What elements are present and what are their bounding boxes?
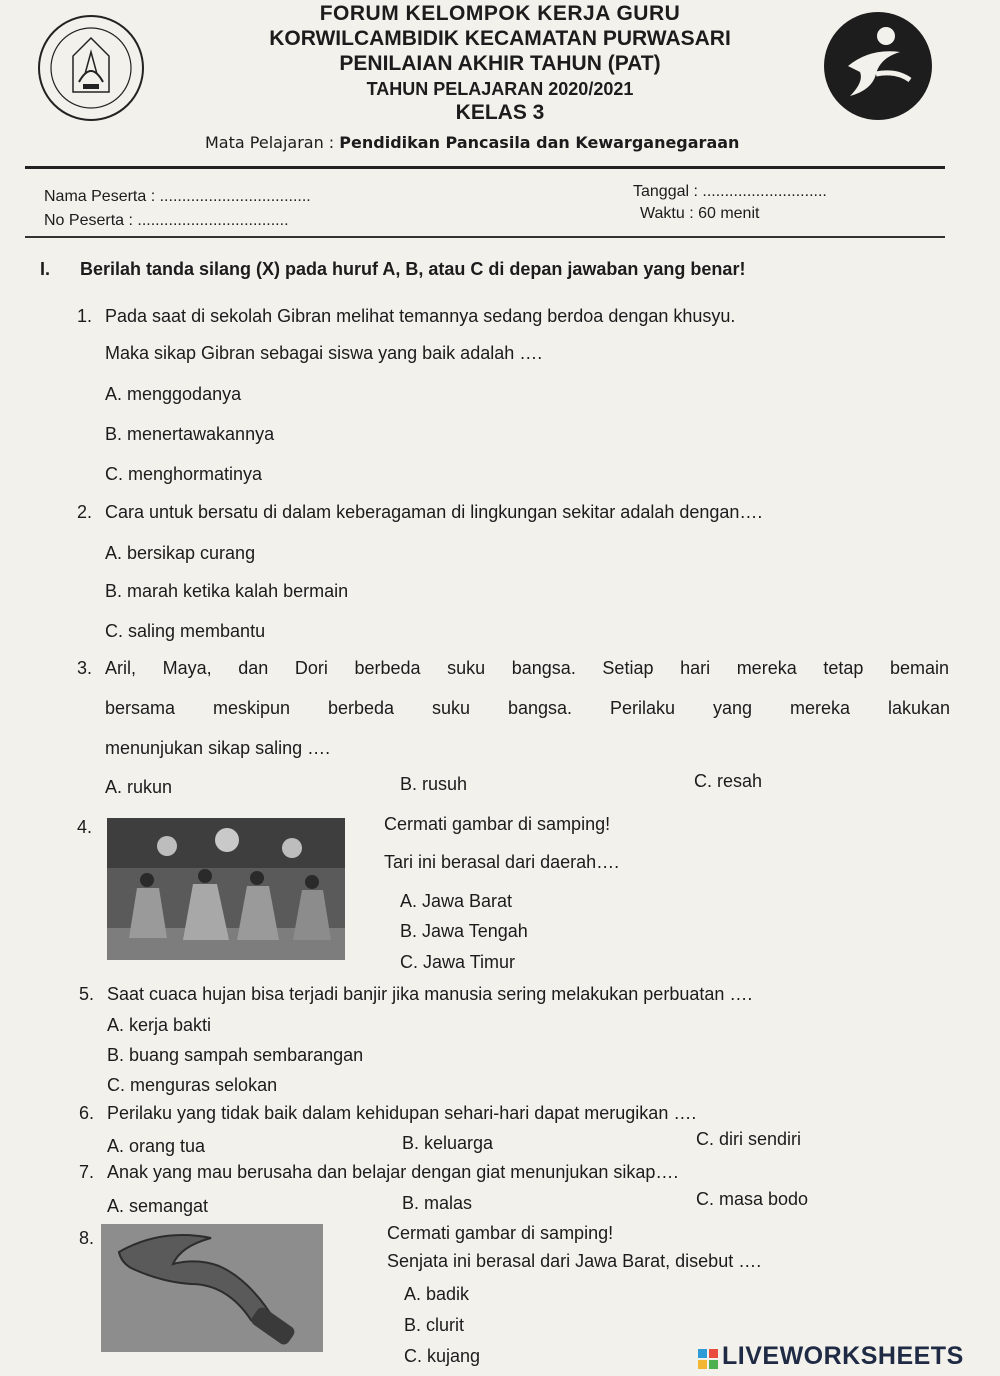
q5-option-a[interactable]: A. kerja bakti xyxy=(107,1015,212,1035)
q3-option-c[interactable]: C. resah xyxy=(694,771,763,791)
q2-option-b[interactable]: B. marah ketika kalah bermain xyxy=(105,581,349,601)
liveworksheets-logo-icon xyxy=(698,1347,718,1367)
field-no-peserta[interactable]: No Peserta : .................................. xyxy=(44,212,289,229)
question-8-text: Cermati gambar di samping! xyxy=(387,1223,614,1243)
question-text: Aril, Maya, dan Dori berbeda suku bangsa. Setiap hari mereka tetap bemain xyxy=(105,658,949,678)
question-4-line-2: Tari ini berasal dari daerah…. xyxy=(384,852,620,872)
question-text: Perilaku yang tidak baik dalam kehidupan sehari-hari dapat merugikan …. xyxy=(107,1103,697,1123)
field-nama-peserta[interactable]: Nama Peserta : .................................. xyxy=(44,188,311,205)
header-exam-name: PENILAIAN AKHIR TAHUN (PAT) xyxy=(339,52,661,75)
question-8-number: 8. xyxy=(79,1228,95,1248)
header-forum-title: FORUM KELOMPOK KERJA GURU xyxy=(319,2,681,25)
fields-divider xyxy=(25,236,945,238)
q6-option-b[interactable]: B. keluarga xyxy=(402,1133,494,1153)
question-number: 1. xyxy=(77,306,93,326)
field-waktu: Waktu : 60 menit xyxy=(640,205,760,222)
question-1 xyxy=(77,307,947,326)
question-1-line-2: Maka sikap Gibran sebagai siswa yang baik adalah …. xyxy=(105,343,543,363)
question-text: Saat cuaca hujan bisa terjadi banjir jika manusia sering melakukan perbuatan …. xyxy=(107,984,753,1004)
question-number: 3. xyxy=(77,658,93,678)
header-school-year: TAHUN PELAJARAN 2020/2021 xyxy=(366,79,634,99)
section-instruction xyxy=(40,259,745,280)
question-2 xyxy=(77,503,947,522)
header-divider xyxy=(25,166,945,169)
question-text: Cara untuk bersatu di dalam keberagaman di lingkungan sekitar adalah dengan…. xyxy=(105,502,763,522)
question-3 xyxy=(77,659,949,678)
q2-option-c[interactable]: C. saling membantu xyxy=(105,621,266,641)
header-class: KELAS 3 xyxy=(455,101,545,124)
q5-option-c[interactable]: C. menguras selokan xyxy=(107,1075,278,1095)
question-number: 6. xyxy=(79,1103,95,1123)
q4-option-a[interactable]: A. Jawa Barat xyxy=(400,891,513,911)
question-3-line-2: bersama meskipun berbeda suku bangsa. Perilaku yang mereka lakukan xyxy=(105,698,950,718)
dance-photo xyxy=(107,818,345,960)
q3-option-b[interactable]: B. rusuh xyxy=(400,774,468,794)
q1-option-c[interactable]: C. menghormatinya xyxy=(105,464,263,484)
question-number: 2. xyxy=(77,502,93,522)
question-8-line-2: Senjata ini berasal dari Jawa Barat, disebut …. xyxy=(387,1251,762,1271)
liveworksheets-watermark xyxy=(698,1342,964,1371)
question-4-text: Cermati gambar di samping! xyxy=(384,814,611,834)
subject-line xyxy=(205,133,739,152)
question-text: Anak yang mau berusaha dan belajar dengan giat menunjukan sikap…. xyxy=(107,1162,679,1182)
question-7 xyxy=(79,1163,949,1182)
section-text: Berilah tanda silang (X) pada huruf A, B, atau C di depan jawaban yang benar! xyxy=(80,259,746,279)
q7-option-a[interactable]: A. semangat xyxy=(107,1196,209,1216)
field-tanggal[interactable]: Tanggal : ............................ xyxy=(633,183,827,200)
question-5 xyxy=(79,985,949,1004)
q6-option-c[interactable]: C. diri sendiri xyxy=(696,1129,802,1149)
q8-option-a[interactable]: A. badik xyxy=(404,1284,470,1304)
q2-option-a[interactable]: A. bersikap curang xyxy=(105,543,256,563)
header-korwil: KORWILCAMBIDIK KECAMATAN PURWASARI xyxy=(269,27,731,50)
q4-option-b[interactable]: B. Jawa Tengah xyxy=(400,921,528,941)
q7-option-b[interactable]: B. malas xyxy=(402,1193,473,1213)
question-4-number: 4. xyxy=(77,817,93,837)
q7-option-c[interactable]: C. masa bodo xyxy=(696,1189,809,1209)
q3-option-a[interactable]: A. rukun xyxy=(105,777,173,797)
section-number: I. xyxy=(40,259,51,279)
question-3-line-3: menunjukan sikap saling …. xyxy=(105,738,331,758)
kujang-photo xyxy=(101,1224,323,1352)
q8-option-c[interactable]: C. kujang xyxy=(404,1346,481,1366)
q5-option-b[interactable]: B. buang sampah sembarangan xyxy=(107,1045,364,1065)
q1-option-a[interactable]: A. menggodanya xyxy=(105,384,242,404)
question-6 xyxy=(79,1104,949,1123)
tut-wuri-handayani-logo xyxy=(35,12,147,124)
subject-value: Pendidikan Pancasila dan Kewarganegaraan xyxy=(339,133,740,152)
q1-option-b[interactable]: B. menertawakannya xyxy=(105,424,275,444)
q6-option-a[interactable]: A. orang tua xyxy=(107,1136,206,1156)
question-text: Pada saat di sekolah Gibran melihat temannya sedang berdoa dengan khusyu. xyxy=(105,306,736,326)
question-number: 7. xyxy=(79,1162,95,1182)
q8-option-b[interactable]: B. clurit xyxy=(404,1315,465,1335)
question-number: 5. xyxy=(79,984,95,1004)
subject-label: Mata Pelajaran : xyxy=(205,133,335,152)
liveworksheets-text: LIVEWORKSHEETS xyxy=(722,1342,964,1370)
q4-option-c[interactable]: C. Jawa Timur xyxy=(400,952,516,972)
